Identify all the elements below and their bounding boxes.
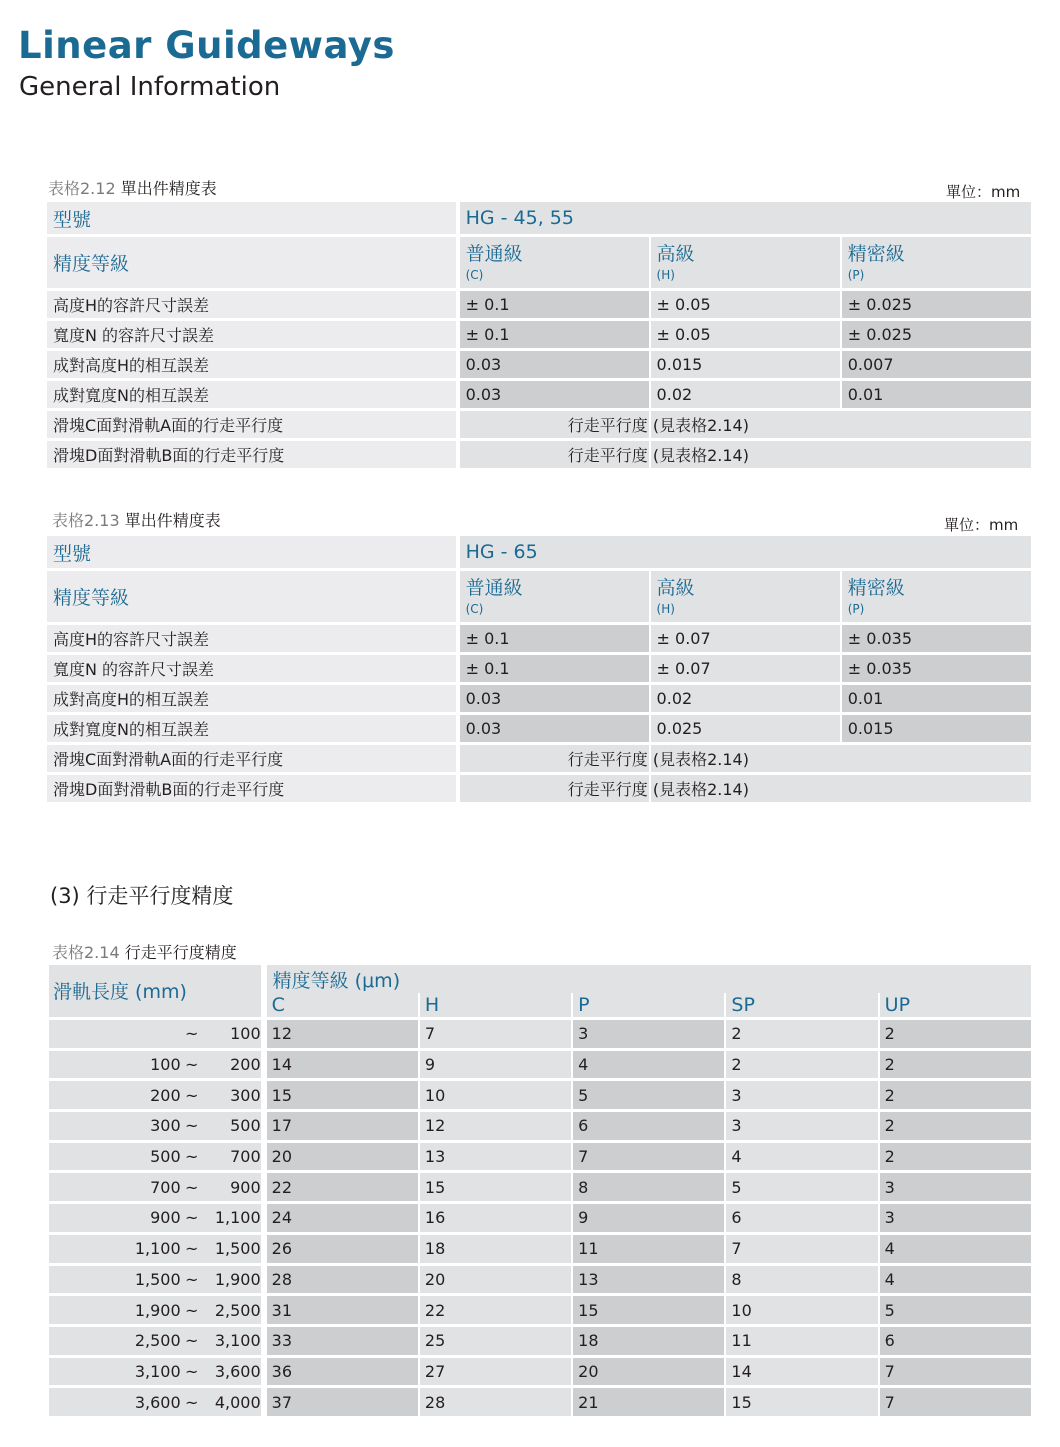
grade-header: UP [880,993,1031,1020]
table-row [49,1327,1031,1358]
table1-caption-text: 單出件精度表 [120,179,217,198]
cell: ± 0.1 [460,321,651,351]
cell: 2 [880,1112,1031,1143]
table1-caption-number: 表格2.12 [48,179,116,198]
cell: 0.025 [651,715,842,745]
merged-cell: 行走平行度 (見表格2.14) [651,775,1031,805]
table-row [49,1358,1031,1389]
table1-model-row [47,202,1031,237]
cell: 4 [880,1235,1031,1266]
cell: 12 [420,1112,573,1143]
cell: 4 [880,1266,1031,1297]
cell: 3 [880,1204,1031,1235]
grade-header: H [420,993,573,1020]
row-label: 成對寬度N的相互誤差 [47,715,460,745]
cell: 3 [880,1173,1031,1204]
cell: 16 [420,1204,573,1235]
table3-length-label: 滑軌長度 (mm) [49,965,267,1020]
page-title: Linear Guideways [18,24,395,67]
table3-caption-number: 表格2.14 [52,943,120,962]
length-range [49,1296,267,1327]
cell: 4 [573,1051,726,1082]
table3-caption [52,940,237,963]
cell: 15 [726,1388,879,1419]
length-to: 4,000 [214,1392,261,1412]
table-row [47,411,1031,441]
row-label: 成對高度H的相互誤差 [47,685,460,715]
table2-grade-p: 精密級 (P) [842,571,1031,625]
cell: 11 [573,1235,726,1266]
table-row [49,1020,1031,1051]
cell: 5 [573,1081,726,1112]
cell: 0.01 [842,381,1031,411]
length-from: 1,900 [134,1300,181,1320]
cell: ± 0.07 [651,655,842,685]
cell: ± 0.1 [460,291,651,321]
table1-model-label: 型號 [47,202,460,237]
cell: 20 [267,1143,420,1174]
table-row [47,745,1031,775]
length-from: 1,100 [134,1239,181,1259]
cell: 14 [267,1051,420,1082]
table1-grade-row [47,237,1031,291]
cell: 22 [267,1173,420,1204]
cell: 7 [726,1235,879,1266]
grade-header: P [573,993,726,1020]
table-row [49,1081,1031,1112]
table-row [49,1112,1031,1143]
cell: ± 0.035 [842,655,1031,685]
cell: 0.02 [651,381,842,411]
length-range [49,1358,267,1389]
row-label: 滑塊D面對滑軌B面的行走平行度 [47,775,460,805]
range-tilde: ~ [184,1208,199,1228]
cell: 20 [573,1358,726,1389]
row-label: 滑塊C面對滑軌A面的行走平行度 [47,411,460,441]
table-row [49,1235,1031,1266]
table-row [49,1143,1031,1174]
cell: 0.03 [460,381,651,411]
table-row [47,291,1031,321]
cell: 0.007 [842,351,1031,381]
cell: 2 [880,1020,1031,1051]
length-from: 300 [150,1116,181,1136]
table1-unit: 單位：mm [946,183,1021,201]
length-from: 900 [150,1208,181,1228]
cell: 3 [726,1081,879,1112]
cell: 18 [420,1235,573,1266]
table2-grade-row [47,571,1031,625]
length-to: 900 [230,1177,261,1197]
table2-caption-text: 單出件精度表 [124,511,221,530]
cell: 7 [420,1020,573,1051]
cell: 25 [420,1327,573,1358]
section-heading: (3) 行走平行度精度 [50,884,234,908]
length-range [49,1204,267,1235]
cell: 7 [880,1388,1031,1419]
length-to: 1,900 [214,1269,261,1289]
cell: 8 [726,1266,879,1297]
cell: ± 0.07 [651,625,842,655]
table-row [49,1388,1031,1419]
range-tilde: ~ [184,1177,199,1197]
cell: 3 [573,1020,726,1051]
length-to: 700 [230,1147,261,1167]
table-row [47,625,1031,655]
table2-unit: 單位：mm [944,516,1019,534]
length-from: 100 [150,1055,181,1075]
length-to: 2,500 [214,1300,261,1320]
cell: ± 0.05 [651,291,842,321]
length-from: 3,100 [134,1361,181,1381]
table1-grade-c: 普通級 (C) [460,237,651,291]
table-row [47,655,1031,685]
length-range [49,1327,267,1358]
table-row [47,715,1031,745]
length-from: 200 [150,1085,181,1105]
length-range [49,1020,267,1051]
range-tilde: ~ [184,1331,199,1351]
table2-grade-label: 精度等級 [47,571,460,625]
range-tilde: ~ [184,1269,199,1289]
table-row [47,685,1031,715]
row-label: 高度H的容許尺寸誤差 [47,291,460,321]
page-subtitle: General Information [19,72,281,102]
table2-grade-c: 普通級 (C) [460,571,651,625]
cell: 0.03 [460,715,651,745]
length-from: 2,500 [134,1331,181,1351]
table3-header-row [49,965,1031,993]
cell: 24 [267,1204,420,1235]
table3 [49,965,1031,1419]
table-row [47,351,1031,381]
table-row [47,775,1031,805]
length-to: 100 [230,1024,261,1044]
cell: ± 0.1 [460,655,651,685]
cell: 10 [726,1296,879,1327]
cell: 11 [726,1327,879,1358]
cell: 31 [267,1296,420,1327]
table2 [47,536,1031,805]
cell: 0.015 [651,351,842,381]
cell: 3 [726,1112,879,1143]
length-range [49,1051,267,1082]
length-range [49,1388,267,1419]
range-tilde: ~ [184,1361,199,1381]
length-to: 3,100 [214,1331,261,1351]
cell: 7 [880,1358,1031,1389]
cell: 5 [726,1173,879,1204]
cell: 6 [726,1204,879,1235]
length-to: 1,500 [214,1239,261,1259]
cell: 0.02 [651,685,842,715]
cell: 4 [726,1143,879,1174]
cell: 28 [267,1266,420,1297]
table-row [49,1051,1031,1082]
range-tilde: ~ [184,1392,199,1412]
row-label: 寬度N 的容許尺寸誤差 [47,655,460,685]
cell: ± 0.1 [460,625,651,655]
length-from: 700 [150,1177,181,1197]
range-tilde: ~ [184,1300,199,1320]
row-label: 高度H的容許尺寸誤差 [47,625,460,655]
cell: 9 [573,1204,726,1235]
cell: 15 [573,1296,726,1327]
cell: 0.015 [842,715,1031,745]
cell: 2 [726,1020,879,1051]
cell: 22 [420,1296,573,1327]
cell: 9 [420,1051,573,1082]
cell: 27 [420,1358,573,1389]
merged-cell: 行走平行度 (見表格2.14) [651,441,1031,471]
table2-caption [52,508,221,531]
table-row [49,1266,1031,1297]
cell: 6 [880,1327,1031,1358]
table3-caption-text: 行走平行度精度 [124,943,237,962]
range-tilde: ~ [184,1085,199,1105]
range-tilde: ~ [184,1055,199,1075]
cell: 5 [880,1296,1031,1327]
cell: 13 [420,1143,573,1174]
cell: 14 [726,1358,879,1389]
cell: 36 [267,1358,420,1389]
cell: 18 [573,1327,726,1358]
table1 [47,202,1031,471]
table-row [49,1296,1031,1327]
cell: ± 0.05 [651,321,842,351]
table-row [47,441,1031,471]
table-row [47,381,1031,411]
length-range [49,1112,267,1143]
row-label: 寬度N 的容許尺寸誤差 [47,321,460,351]
cell: 0.03 [460,685,651,715]
cell: 26 [267,1235,420,1266]
cell: 0.03 [460,351,651,381]
table1-grade-label: 精度等級 [47,237,460,291]
cell: 0.01 [842,685,1031,715]
length-to: 1,100 [214,1208,261,1228]
cell: ± 0.035 [842,625,1031,655]
length-from: 3,600 [134,1392,181,1412]
cell: ± 0.025 [842,291,1031,321]
merged-cell: 行走平行度 (見表格2.14) [651,411,1031,441]
length-to: 200 [230,1055,261,1075]
cell: 15 [267,1081,420,1112]
length-to: 3,600 [214,1361,261,1381]
table1-model-value: HG - 45, 55 [460,202,1031,237]
length-range [49,1235,267,1266]
table2-caption-number: 表格2.13 [52,511,120,530]
table-row [49,1173,1031,1204]
length-from: 500 [150,1147,181,1167]
table1-grade-p: 精密級 (P) [842,237,1031,291]
table2-model-label: 型號 [47,536,460,571]
row-label: 成對高度H的相互誤差 [47,351,460,381]
table1-caption [48,176,217,199]
cell: 2 [880,1081,1031,1112]
cell: 8 [573,1173,726,1204]
merged-cell: 行走平行度 (見表格2.14) [651,745,1031,775]
range-tilde: ~ [184,1116,199,1136]
cell: 13 [573,1266,726,1297]
table2-grade-h: 高級 (H) [651,571,842,625]
row-label: 滑塊D面對滑軌B面的行走平行度 [47,441,460,471]
length-from: 1,500 [134,1269,181,1289]
cell: ± 0.025 [842,321,1031,351]
length-range [49,1143,267,1174]
table3-grade-label: 精度等級 (μm) [267,965,1031,993]
cell: 6 [573,1112,726,1143]
range-tilde: ~ [184,1024,199,1044]
cell: 21 [573,1388,726,1419]
length-to: 500 [230,1116,261,1136]
cell: 28 [420,1388,573,1419]
grade-header: C [267,993,420,1020]
row-label: 成對寬度N的相互誤差 [47,381,460,411]
table-row [49,1204,1031,1235]
table2-model-value: HG - 65 [460,536,1031,571]
length-to: 300 [230,1085,261,1105]
table1-grade-h: 高級 (H) [651,237,842,291]
cell: 2 [880,1143,1031,1174]
length-range [49,1173,267,1204]
cell: 37 [267,1388,420,1419]
cell: 12 [267,1020,420,1051]
row-label: 滑塊C面對滑軌A面的行走平行度 [47,745,460,775]
cell: 33 [267,1327,420,1358]
range-tilde: ~ [184,1147,199,1167]
cell: 15 [420,1173,573,1204]
cell: 10 [420,1081,573,1112]
cell: 2 [726,1051,879,1082]
range-tilde: ~ [184,1239,199,1259]
table-row [47,321,1031,351]
cell: 7 [573,1143,726,1174]
table2-model-row [47,536,1031,571]
length-range [49,1266,267,1297]
grade-header: SP [726,993,879,1020]
cell: 20 [420,1266,573,1297]
length-range [49,1081,267,1112]
cell: 17 [267,1112,420,1143]
cell: 2 [880,1051,1031,1082]
